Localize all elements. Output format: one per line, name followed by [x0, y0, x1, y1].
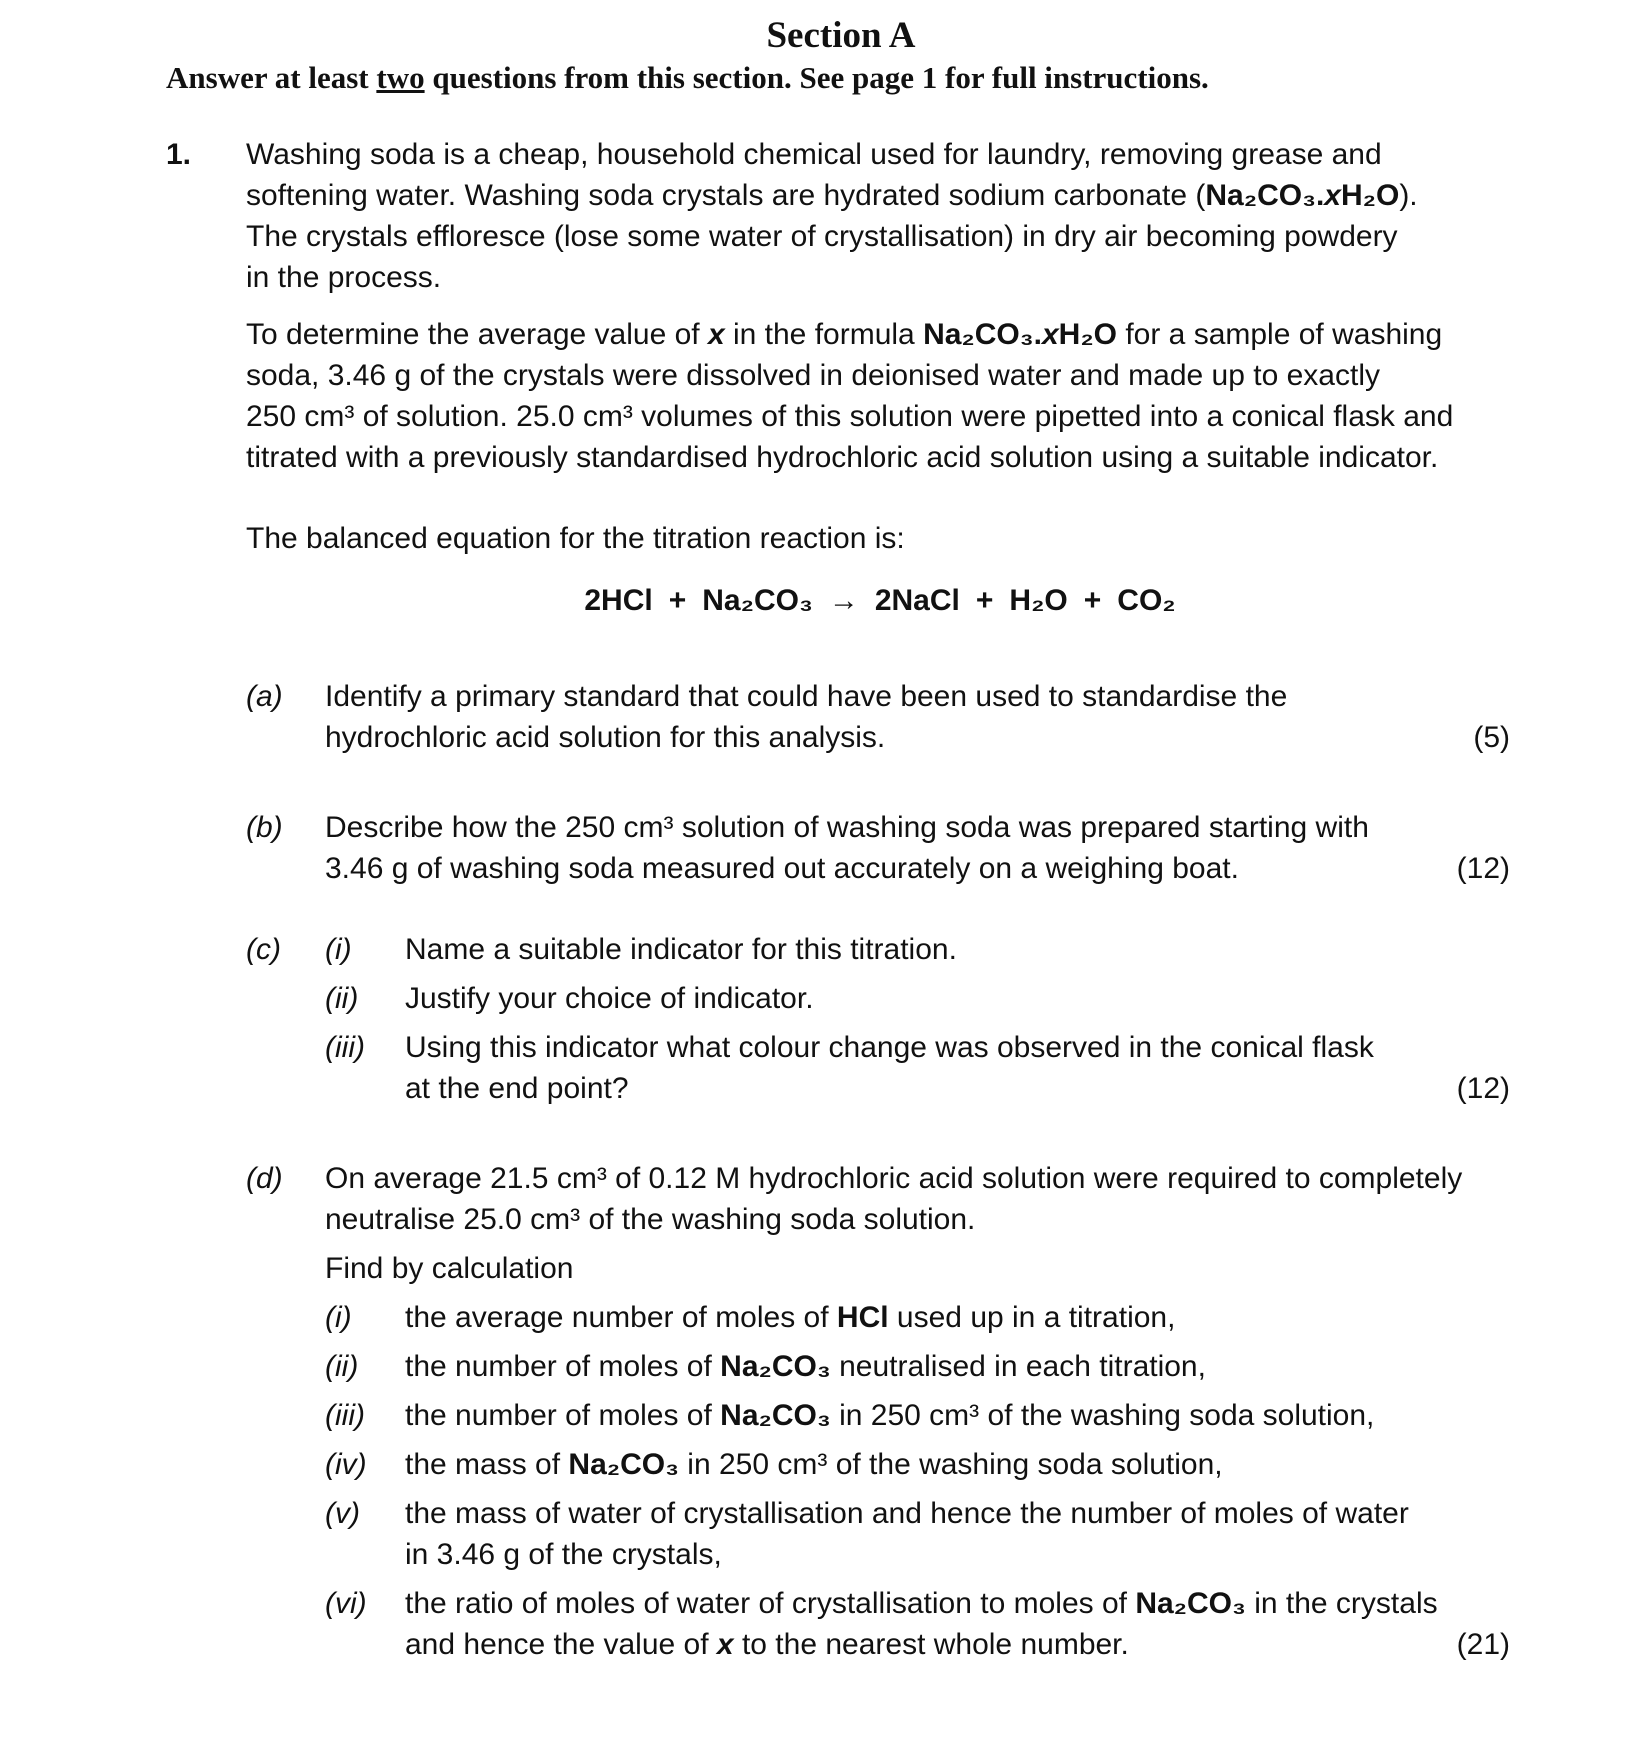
part-d-item-label: (v) — [325, 1497, 360, 1530]
part-d-item-label: (vi) — [325, 1587, 367, 1620]
part-d-item-label: (iii) — [325, 1399, 365, 1432]
part-c-item-label: (ii) — [325, 982, 359, 1015]
part-b-label: (b) — [246, 811, 283, 844]
balanced-equation: 2HCl + Na₂CO₃ → 2NaCl + H₂O + CO₂ — [584, 584, 1176, 617]
part-d-label: (d) — [246, 1162, 283, 1195]
part-d-prompt: Find by calculation — [325, 1252, 574, 1285]
question-number: 1. — [166, 138, 192, 171]
part-d-item-text: the mass of water of crystallisation and hence the number of moles of water in 3.46 g of the crystals, — [405, 1497, 1409, 1571]
part-c-item-label: (iii) — [325, 1031, 365, 1064]
part-d-item-text: the average number of moles of HCl used up in a titration, — [405, 1301, 1176, 1334]
instruction-emphasis: two — [376, 60, 425, 95]
part-c-item-text: Using this indicator what colour change was observed in the conical flask at the end point? — [405, 1031, 1374, 1105]
part-d-text: On average 21.5 cm³ of 0.12 M hydrochloric acid solution were required to completely neutralise 25.0 cm³ of the washing soda solution. — [325, 1162, 1463, 1236]
part-c-item-text: Name a suitable indicator for this titration. — [405, 933, 957, 966]
section-instruction: Answer at least two questions from this section. See page 1 for full instructions. — [166, 60, 1209, 95]
part-d-item-text: the ratio of moles of water of crystallisation to moles of Na₂CO₃ in the crystals and hence the value of x to the nearest whole number. — [405, 1587, 1438, 1661]
part-d-marks: (21) — [1456, 1628, 1510, 1661]
question-method: To determine the average value of x in the formula Na₂CO₃.xH₂O for a sample of washing soda, 3.46 g of the crystals were dissolved in deionised water and made up to exactly 250 cm³ of solution. 25.0 cm³ volumes of this solution were pipetted into a conical flask and titrated with a previously standardised hydrochloric acid solution using a suitable indicator. — [246, 318, 1454, 474]
part-b-marks: (12) — [1456, 852, 1510, 885]
part-d-item-label: (iv) — [325, 1448, 367, 1481]
part-c-item-label: (i) — [325, 933, 352, 966]
part-c-marks: (12) — [1456, 1072, 1510, 1105]
part-a-marks: (5) — [1473, 721, 1510, 754]
part-c-label: (c) — [246, 933, 281, 966]
part-a-text: Identify a primary standard that could have been used to standardise the hydrochloric acid solution for this analysis. — [325, 680, 1288, 754]
part-d-item-label: (i) — [325, 1301, 352, 1334]
part-d-item-text: the number of moles of Na₂CO₃ neutralised in each titration, — [405, 1350, 1206, 1383]
part-a-label: (a) — [246, 680, 283, 713]
question-intro: Washing soda is a cheap, household chemical used for laundry, removing grease and softening water. Washing soda crystals are hydrated sodium carbonate (Na₂CO₃.xH₂O). The crystals effloresce (lose some water of crystallisation) in dry air becoming powdery in the process. — [246, 138, 1418, 294]
equation-intro: The balanced equation for the titration reaction is: — [246, 522, 905, 555]
part-d-item-text: the mass of Na₂CO₃ in 250 cm³ of the washing soda solution, — [405, 1448, 1223, 1481]
part-d-item-text: the number of moles of Na₂CO₃ in 250 cm³ of the washing soda solution, — [405, 1399, 1375, 1432]
section-title: Section A — [766, 15, 916, 56]
part-b-text: Describe how the 250 cm³ solution of washing soda was prepared starting with 3.46 g of washing soda measured out accurately on a weighing boat. — [325, 811, 1369, 885]
part-c-item-text: Justify your choice of indicator. — [405, 982, 814, 1015]
part-d-item-label: (ii) — [325, 1350, 359, 1383]
